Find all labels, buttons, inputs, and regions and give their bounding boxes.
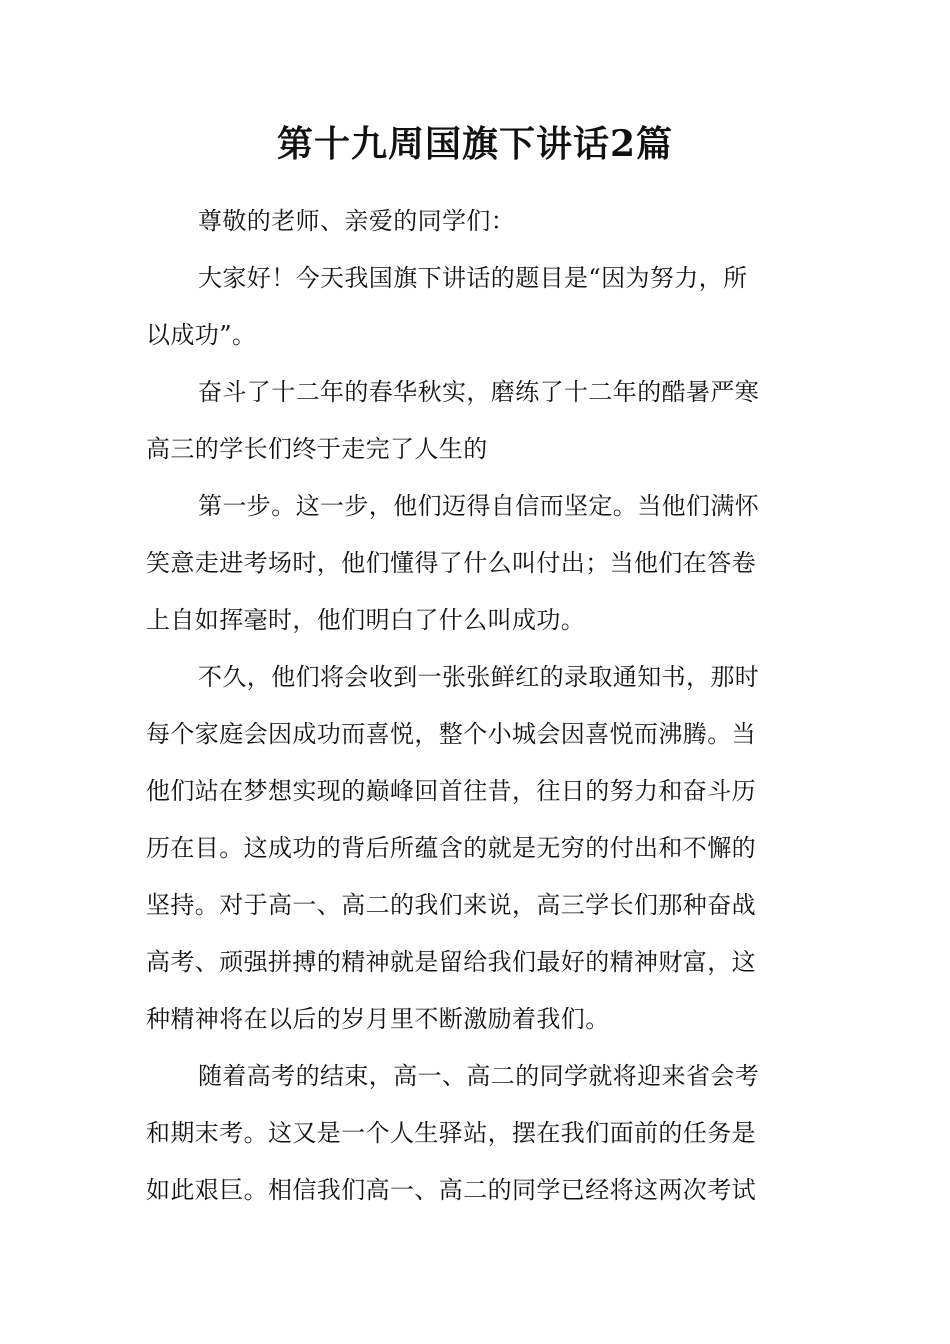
text-line: 如此艰巨。相信我们高一、高二的同学已经将这两次考试	[146, 1176, 756, 1204]
text-line: 上自如挥毫时，他们明白了什么叫成功。	[146, 606, 586, 634]
text-line: 种精神将在以后的岁月里不断激励着我们。	[146, 1005, 610, 1033]
paragraph-exams	[146, 1048, 806, 1219]
text-line: 尊敬的老师、亲爱的同学们：	[198, 207, 516, 235]
text-line: 和期末考。这又是一个人生驿站，摆在我们面前的任务是	[146, 1119, 756, 1147]
paragraph-first-step	[146, 478, 806, 649]
text-line: 奋斗了十二年的春华秋实，磨练了十二年的酷暑严寒	[198, 378, 760, 406]
text-line: 历在目。这成功的背后所蕴含的就是无穷的付出和不懈的	[146, 834, 756, 862]
text-line: 不久，他们将会收到一张张鲜红的录取通知书，那时	[198, 663, 760, 691]
text-line: 坚持。对于高一、高二的我们来说，高三学长们那种奋战	[146, 891, 756, 919]
text-line: 高考、顽强拼搏的精神就是留给我们最好的精神财富，这	[146, 948, 756, 976]
paragraph-greeting	[146, 193, 806, 250]
document-body	[146, 193, 806, 1219]
text-line: 每个家庭会因成功而喜悦，整个小城会因喜悦而沸腾。当	[146, 720, 756, 748]
document-title: 第十九周国旗下讲话2篇	[276, 123, 674, 165]
text-line: 他们站在梦想实现的巅峰回首往昔，往日的努力和奋斗历	[146, 777, 756, 805]
paragraph-struggle	[146, 364, 806, 478]
text-line: 随着高考的结束，高一、高二的同学就将迎来省会考	[198, 1062, 760, 1090]
text-line: 第一步。这一步，他们迈得自信而坚定。当他们满怀	[198, 492, 760, 520]
paragraph-admission	[146, 649, 806, 1048]
text-line: 以成功”。	[146, 321, 257, 349]
text-line: 高三的学长们终于走完了人生的	[146, 435, 488, 463]
paragraph-topic	[146, 250, 806, 364]
text-line: 大家好！今天我国旗下讲话的题目是“因为努力，所	[198, 264, 748, 292]
text-line: 笑意走进考场时，他们懂得了什么叫付出；当他们在答卷	[146, 549, 756, 577]
